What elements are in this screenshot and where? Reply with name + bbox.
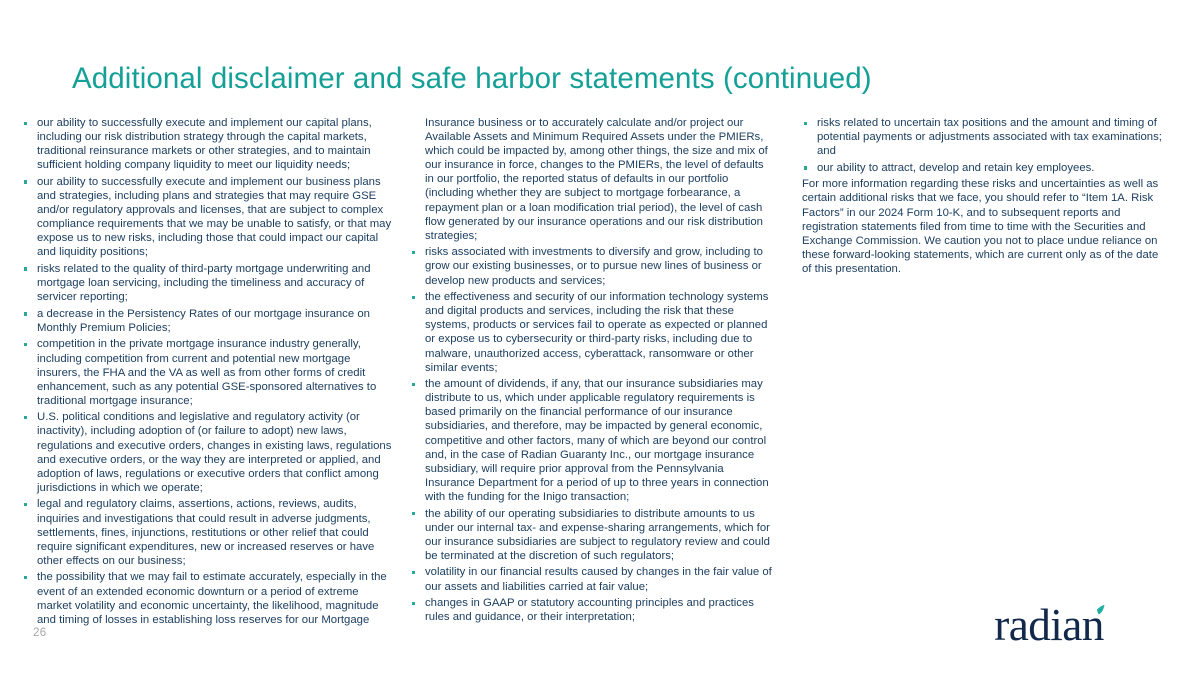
list-item: competition in the private mortgage insurance industry generally, including competition from current and potential new mortgage insurers, the FHA and the VA as well as from other forms of credit enhancement, such as any potential GSE-sponsored alternatives to traditional mortgage insurance; xyxy=(22,337,392,407)
page-number: 26 xyxy=(33,627,47,639)
closing-paragraph: For more information regarding these risks and uncertainties as well as certain additional risks that we face, you should refer to “Item 1A. Risk Factors” in our 2024 Form 10-K, and to subsequent reports and registration statements filed from time to time with the Securities and Exchange Commission. We caution you not to place undue reliance on these forward-looking statements, which are current only as of the date of this presentation. xyxy=(802,178,1159,275)
list-item: our ability to successfully execute and implement our business plans and strategies, including plans and strategies that may require GSE and/or regulatory approvals and licenses, that are subject to complex compliance requirements that we may be unable to satisfy, or that may expose us to new risks, including those that could impact our capital and liquidity positions; xyxy=(22,175,392,260)
list-item: U.S. political conditions and legislative and regulatory activity (or inactivity), including adoption of (or failure to adopt) new laws, regulations and executive orders, changes in existing laws, regulations and executive orders, or the way they are interpreted or applied, and adoption of laws, regulations or executive orders that conflict among jurisdictions in which we operate; xyxy=(22,410,392,495)
list-item: the amount of dividends, if any, that our insurance subsidiaries may distribute to us, which under applicable regulatory requirements is based primarily on the financial performance of our insurance subsidiaries, and therefore, may be impacted by general economic, competitive and other factors, many of which are beyond our control and, in the case of Radian Guaranty Inc., our mortgage insurance subsidiary, will require prior approval from the Pennsylvania Insurance Department for a period of up to three years in connection with the funding for the Inigo transaction; xyxy=(410,377,772,504)
column-3 xyxy=(780,116,1180,279)
content-columns xyxy=(0,116,1200,626)
list-item: changes in GAAP or statutory accounting principles and practices rules and guidance, or their interpretation; xyxy=(410,596,772,624)
continuation-text: Insurance business or to accurately calculate and/or project our Available Assets and Minimum Required Assets under the PMIERs, which could be impacted by, among other things, the size and mix of our insurance in force, changes to the PMIERs, the level of defaults in our portfolio, the reported status of defaults in our portfolio (including whether they are subject to mortgage forbearance, a repayment plan or a loan modification trial period), the level of cash flow generated by our insurance operations and our risk distribution strategies; xyxy=(425,117,768,242)
list-item: the effectiveness and security of our information technology systems and digital products and services, including the risk that these systems, products or services fail to operate as expected or planned or expose us to cybersecurity or third-party risks, including due to malware, unauthorized access, cyberattack, ransomware or other similar events; xyxy=(410,290,772,375)
list-item: volatility in our financial results caused by changes in the fair value of our assets and liabilities carried at fair value; xyxy=(410,565,772,593)
list-item: a decrease in the Persistency Rates of our mortgage insurance on Monthly Premium Policies; xyxy=(22,307,392,335)
list-item: risks associated with investments to diversify and grow, including to grow our existing businesses, or to pursue new lines of business or develop new products and services; xyxy=(410,245,772,287)
list-item: our ability to attract, develop and retain key employees. xyxy=(802,161,1162,175)
radian-logo-icon xyxy=(994,598,1164,650)
column-1 xyxy=(0,116,398,629)
svg-text:radian: radian xyxy=(994,599,1104,650)
list-item: risks related to uncertain tax positions and the amount and timing of potential payments or adjustments associated with tax examinations; and xyxy=(802,116,1162,158)
list-item: our ability to successfully execute and implement our capital plans, including our risk distribution strategy through the capital markets, traditional reinsurance markets or other strategies, and to maintain sufficient holding company liquidity to meet our liquidity needs; xyxy=(22,116,392,172)
column-2 xyxy=(398,116,780,627)
list-item: the ability of our operating subsidiaries to distribute amounts to us under our internal tax- and expense-sharing arrangements, which for our insurance subsidiaries are subject to regulatory review and could be terminated at the discretion of such regulators; xyxy=(410,507,772,563)
list-item: risks related to the quality of third-party mortgage underwriting and mortgage loan servicing, including the timeliness and accuracy of servicer reporting; xyxy=(22,262,392,304)
radian-logo xyxy=(994,598,1164,650)
page-title: Additional disclaimer and safe harbor statements (continued) xyxy=(72,62,872,95)
list-item: legal and regulatory claims, assertions, actions, reviews, audits, inquiries and investigations that could result in adverse judgments, settlements, fines, injunctions, restitutions or other relief that could require significant expenditures, new or increased reserves or have other effects on our business; xyxy=(22,497,392,567)
list-item: the possibility that we may fail to estimate accurately, especially in the event of an extended economic downturn or a period of extreme market volatility and economic uncertainty, the likelihood, magnitude and timing of losses in establishing loss reserves for our Mortgage xyxy=(22,570,392,626)
